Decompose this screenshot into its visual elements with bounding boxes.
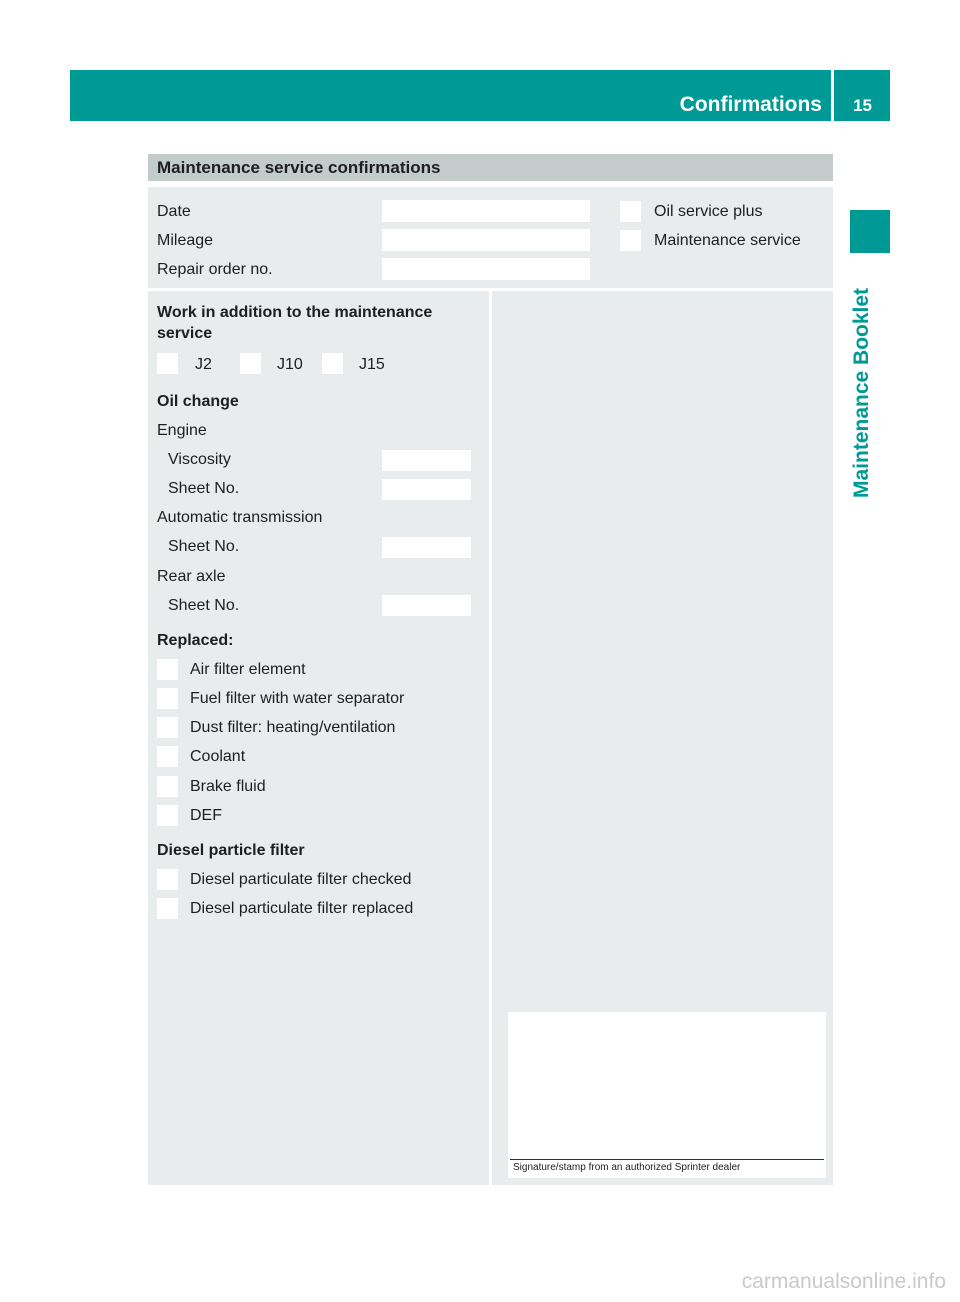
rear-axle-sheet-field[interactable]	[382, 595, 471, 616]
page-number: 15	[853, 96, 872, 115]
air-filter-checkbox[interactable]	[157, 659, 178, 680]
dpf-replaced-checkbox[interactable]	[157, 898, 178, 919]
transmission-label: Automatic transmission	[157, 509, 323, 526]
fuel-filter-label: Fuel filter with water separator	[190, 690, 405, 707]
coolant-label: Coolant	[190, 748, 246, 765]
form-title: Maintenance service confirmations	[148, 154, 833, 181]
date-label: Date	[157, 203, 191, 220]
dust-filter-checkbox[interactable]	[157, 717, 178, 738]
coolant-checkbox[interactable]	[157, 746, 178, 767]
mileage-field[interactable]	[382, 229, 590, 251]
side-tab-marker	[850, 210, 890, 253]
engine-sheet-label: Sheet No.	[168, 480, 240, 497]
def-label: DEF	[190, 807, 222, 824]
dust-filter-label: Dust filter: heating/ventilation	[190, 719, 396, 736]
air-filter-label: Air filter element	[190, 661, 306, 678]
additional-work-heading-cont: service	[157, 325, 213, 342]
dpf-heading: Diesel particle filter	[157, 842, 305, 859]
brake-fluid-checkbox[interactable]	[157, 776, 178, 797]
header-bar	[70, 70, 890, 121]
rear-axle-sheet-label: Sheet No.	[168, 597, 240, 614]
j10-checkbox[interactable]	[240, 353, 261, 374]
dpf-replaced-label: Diesel particulate filter replaced	[190, 900, 414, 917]
transmission-sheet-label: Sheet No.	[168, 538, 240, 555]
dpf-checked-label: Diesel particulate filter checked	[190, 871, 412, 888]
dpf-checked-checkbox[interactable]	[157, 869, 178, 890]
maintenance-service-label: Maintenance service	[654, 232, 801, 249]
signature-line	[510, 1159, 824, 1160]
engine-label: Engine	[157, 422, 207, 439]
j2-label: J2	[195, 356, 212, 373]
rear-axle-label: Rear axle	[157, 568, 226, 585]
j10-label: J10	[277, 356, 303, 373]
mileage-label: Mileage	[157, 232, 214, 249]
repair-order-label: Repair order no.	[157, 261, 273, 278]
signature-box[interactable]	[508, 1012, 826, 1178]
def-checkbox[interactable]	[157, 805, 178, 826]
repair-order-field[interactable]	[382, 258, 590, 280]
oil-service-plus-label: Oil service plus	[654, 203, 763, 220]
replaced-heading: Replaced:	[157, 632, 234, 649]
viscosity-label: Viscosity	[168, 451, 231, 468]
j15-checkbox[interactable]	[322, 353, 343, 374]
brake-fluid-label: Brake fluid	[190, 778, 266, 795]
fuel-filter-checkbox[interactable]	[157, 688, 178, 709]
maintenance-service-checkbox[interactable]	[620, 230, 641, 251]
watermark: carmanualsonline.info	[741, 1270, 946, 1293]
signature-caption: Signature/stamp from an authorized Sprinter dealer	[513, 1162, 741, 1173]
j15-label: J15	[359, 356, 385, 373]
oil-service-plus-checkbox[interactable]	[620, 201, 641, 222]
transmission-sheet-field[interactable]	[382, 537, 471, 558]
additional-work-heading: Work in addition to the maintenance	[157, 304, 433, 321]
viscosity-field[interactable]	[382, 450, 471, 471]
section-title: Confirmations	[679, 93, 822, 116]
engine-sheet-field[interactable]	[382, 479, 471, 500]
j2-checkbox[interactable]	[157, 353, 178, 374]
header-divider	[831, 70, 834, 121]
date-field[interactable]	[382, 200, 590, 222]
oil-change-heading: Oil change	[157, 393, 239, 410]
side-tab-label: Maintenance Booklet	[850, 287, 873, 498]
